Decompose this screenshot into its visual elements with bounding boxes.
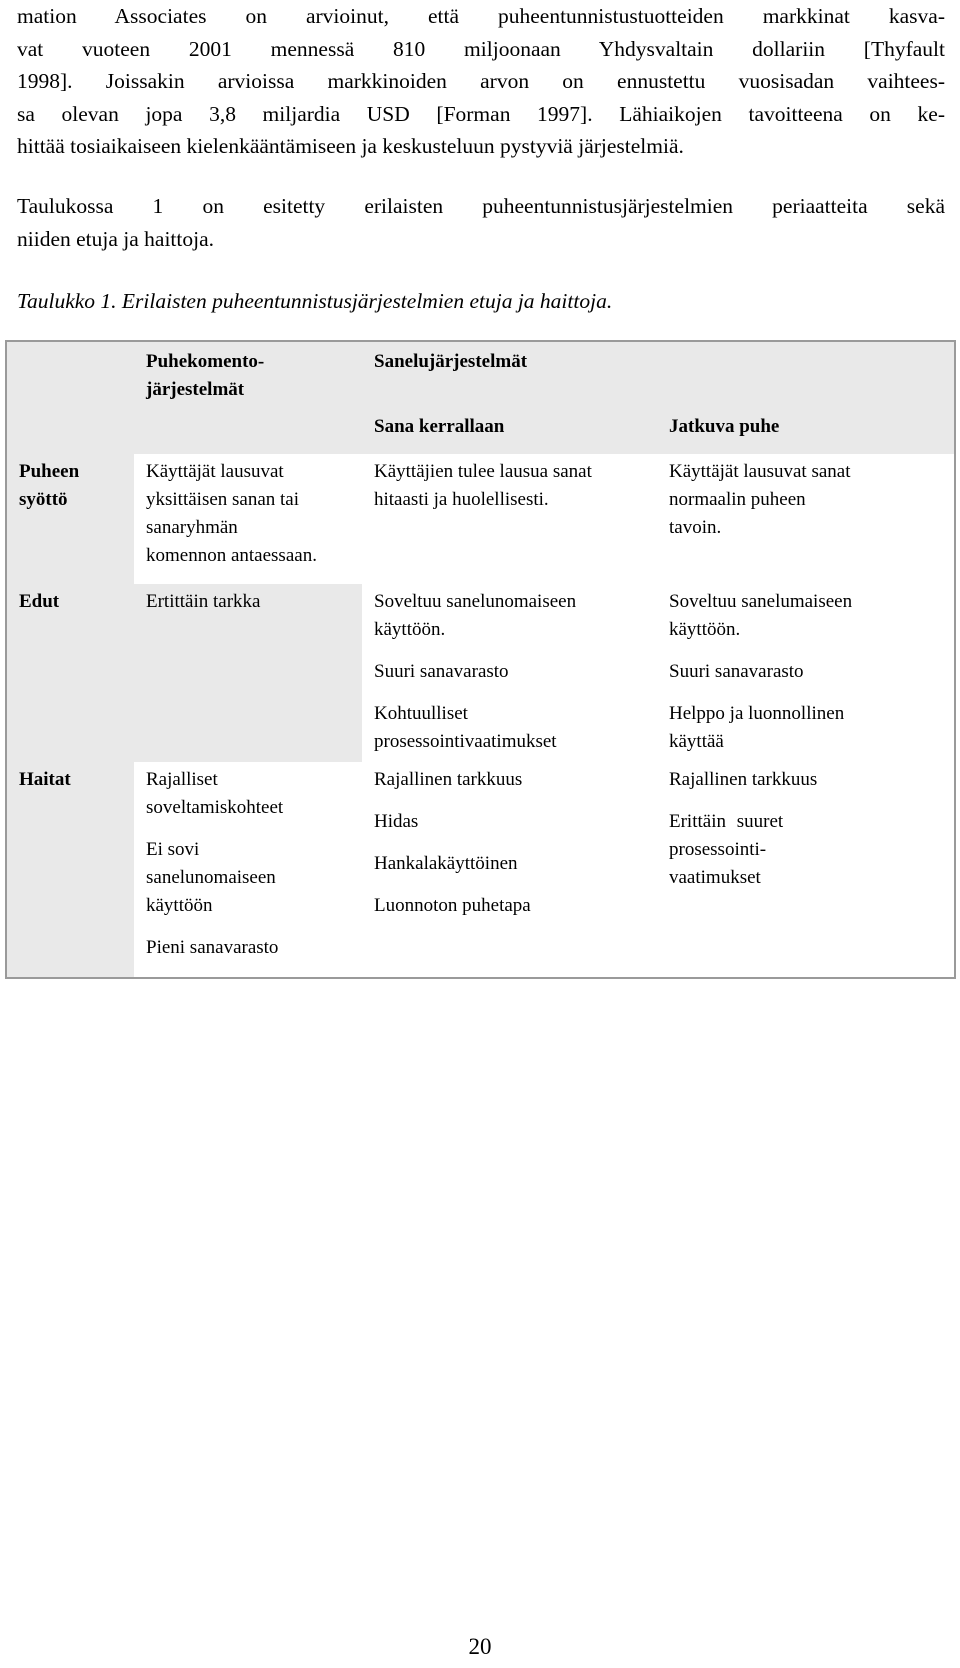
cell-line: soveltamiskohteet xyxy=(146,797,284,818)
cell-input-command xyxy=(134,454,362,584)
table-intro-paragraph xyxy=(17,190,945,255)
row-header-line: Haitat xyxy=(19,769,71,790)
page-number: 20 xyxy=(468,1634,492,1659)
cell-line: Suuri sanavarasto xyxy=(374,661,509,682)
cell-line: hitaasti ja huolellisesti. xyxy=(374,489,549,510)
cell-adv-command xyxy=(134,584,362,762)
text-line: vat vuoteen 2001 mennessä 810 miljoonaan Yhdysvaltain dollariin [Thyfault xyxy=(17,36,945,61)
row-header-input xyxy=(7,454,134,584)
text-line: sa olevan jopa 3,8 miljardia USD [Forman 1997]. Lähiaikojen tavoitteena on ke- xyxy=(17,101,945,126)
cell-input-word xyxy=(362,454,657,584)
text-line: hittää tosiaikaiseen kielenkääntämiseen ja keskusteluun pystyviä järjestelmiä. xyxy=(17,134,684,158)
row-header-line: Puheen xyxy=(19,461,80,482)
row-header-advantages xyxy=(7,584,134,762)
cell-line: normaalin puheen xyxy=(669,489,806,510)
text-line: Taulukossa 1 on esitetty erilaisten puheentunnistusjärjestelmien periaatteita sekä xyxy=(17,194,945,218)
header-continuous-speech xyxy=(657,404,954,454)
cell-line: Pieni sanavarasto xyxy=(146,937,279,958)
comparison-table xyxy=(5,340,956,979)
cell-line: yksittäisen sanan tai xyxy=(146,489,300,510)
row-header-line: syöttö xyxy=(19,489,68,510)
cell-line: sanelunomaiseen xyxy=(146,867,276,888)
cell-dis-continuous xyxy=(657,762,954,977)
cell-line: Erittäin suuret xyxy=(669,811,784,832)
table-corner-cell xyxy=(7,342,134,454)
cell-adv-continuous xyxy=(657,584,954,762)
cell-line: Hidas xyxy=(374,811,419,832)
cell-input-continuous xyxy=(657,454,954,584)
text-line: 1998]. Joissakin arvioissa markkinoiden arvon on ennustettu vuosisadan vaihtees- xyxy=(17,69,945,93)
cell-line: käyttöön. xyxy=(374,619,446,640)
header-label: Jatkuva puhe xyxy=(669,416,780,437)
cell-line: käyttää xyxy=(669,731,724,752)
cell-line: tavoin. xyxy=(669,517,722,538)
cell-line: Käyttäjät lausuvat xyxy=(146,461,284,482)
cell-line: Hankalakäyttöinen xyxy=(374,853,518,874)
cell-line: Ei sovi xyxy=(146,839,200,860)
cell-line: Rajallinen tarkkuus xyxy=(669,769,818,790)
cell-line: sanaryhmän xyxy=(146,517,238,538)
cell-line: prosessointivaatimukset xyxy=(374,731,557,752)
cell-line: Luonnoton puhetapa xyxy=(374,895,531,916)
table-row xyxy=(7,584,954,762)
cell-line: Soveltuu sanelumaiseen xyxy=(669,591,853,612)
cell-line: käyttöön. xyxy=(669,619,741,640)
intro-paragraph xyxy=(17,0,945,163)
row-header-disadvantages xyxy=(7,762,134,977)
header-label: Sana kerrallaan xyxy=(374,416,505,437)
cell-line: käyttöön xyxy=(146,895,213,916)
header-voice-command xyxy=(134,342,362,454)
header-dictation-group xyxy=(362,342,954,404)
cell-dis-command xyxy=(134,762,362,977)
text-line: niiden etuja ja haittoja. xyxy=(17,226,215,251)
cell-line: Rajallinen tarkkuus xyxy=(374,769,523,790)
cell-line: vaatimukset xyxy=(669,867,761,888)
cell-line: Suuri sanavarasto xyxy=(669,661,804,682)
cell-line: Helppo ja luonnollinen xyxy=(669,703,845,724)
cell-dis-word xyxy=(362,762,657,977)
text-line: mation Associates on arvioinut, että puheentunnistustuotteiden markkinat kasva- xyxy=(17,4,945,28)
cell-line: Soveltuu sanelunomaiseen xyxy=(374,591,577,612)
table-row xyxy=(7,454,954,584)
table-row xyxy=(7,762,954,977)
cell-line: Rajalliset xyxy=(146,769,218,790)
cell-line: komennon antaessaan. xyxy=(146,545,317,566)
cell-adv-word xyxy=(362,584,657,762)
row-header-line: Edut xyxy=(19,591,60,612)
cell-line: Ertittäin tarkka xyxy=(146,591,261,612)
cell-line: prosessointi- xyxy=(669,839,767,860)
cell-line: Käyttäjät lausuvat sanat xyxy=(669,461,851,482)
cell-line: Kohtuulliset xyxy=(374,703,468,724)
header-line: järjestelmät xyxy=(146,379,245,400)
header-line: Puhekomento- xyxy=(146,351,265,372)
header-group-label: Sanelujärjestelmät xyxy=(374,351,528,372)
cell-line: Käyttäjien tulee lausua sanat xyxy=(374,461,592,482)
header-word-at-a-time xyxy=(362,404,657,454)
table-caption: Taulukko 1. Erilaisten puheentunnistusjärjestelmien etuja ja haittoja. xyxy=(17,289,613,313)
